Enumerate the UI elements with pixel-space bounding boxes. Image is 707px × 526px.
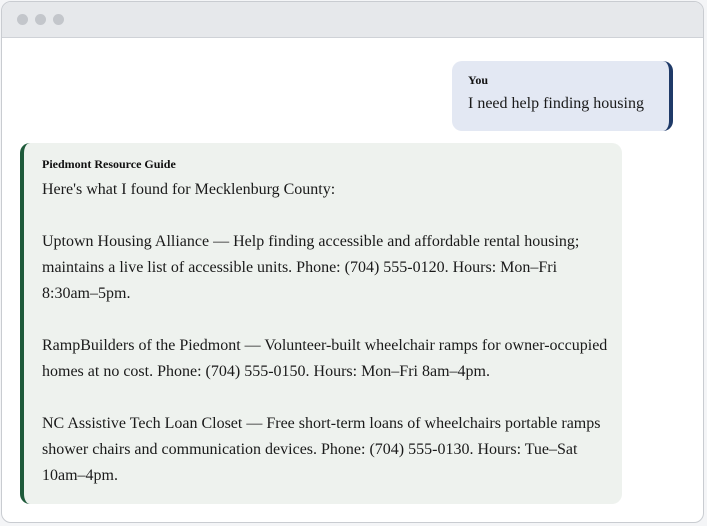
- resource-item: Uptown Housing Alliance — Help finding accessible and affordable rental housing; maintains a live list of accessible units. Phone: (704) 555-0120. Hours: Mon–Fri 8:30am–5pm.: [42, 233, 580, 302]
- window-minimize-dot-icon[interactable]: [35, 14, 46, 25]
- window-close-dot-icon[interactable]: [17, 14, 28, 25]
- assistant-message-bubble: [20, 143, 622, 504]
- assistant-sender-label: Piedmont Resource Guide: [42, 157, 176, 171]
- user-message-text: I need help finding housing: [468, 95, 644, 112]
- window-titlebar: [2, 2, 703, 38]
- resource-item: RampBuilders of the Piedmont — Volunteer-built wheelchair ramps for owner-occupied homes at no cost. Phone: (704) 555-0150. Hours: Mon–Fri 8am–4pm.: [42, 337, 608, 380]
- resource-item: NC Assistive Tech Loan Closet — Free short-term loans of wheelchairs portable ramps shower chairs and communication devices. Phone: (704) 555-0130. Hours: Tue–Sat 10am–4pm.: [42, 415, 601, 484]
- app-window: [1, 1, 704, 523]
- assistant-message-body: [42, 177, 608, 489]
- user-sender-label: You: [468, 73, 489, 87]
- assistant-intro-text: Here's what I found for Mecklenburg County:: [42, 181, 336, 198]
- user-message-bubble: [452, 61, 673, 131]
- window-maximize-dot-icon[interactable]: [53, 14, 64, 25]
